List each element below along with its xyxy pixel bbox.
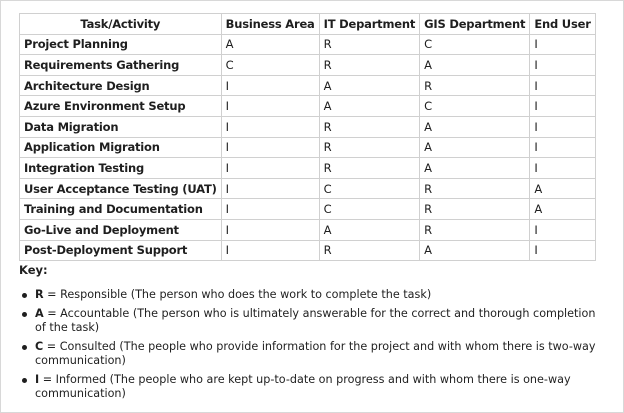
gis-department-cell: R (420, 178, 530, 199)
raci-table (19, 13, 596, 261)
business-area-cell: I (221, 96, 319, 117)
it-department-cell: R (319, 137, 420, 158)
gis-department-cell: C (420, 96, 530, 117)
it-department-cell: R (319, 55, 420, 76)
table-row (20, 34, 596, 55)
it-department-cell: R (319, 34, 420, 55)
business-area-cell: I (221, 240, 319, 261)
bullet-icon (22, 345, 27, 350)
business-area-cell: I (221, 219, 319, 240)
business-area-cell: I (221, 199, 319, 220)
key-letter: C (35, 339, 44, 353)
gis-department-cell: A (420, 116, 530, 137)
key-list (19, 288, 609, 406)
key-letter: R (35, 288, 44, 301)
header-business-area: Business Area (221, 14, 319, 35)
end-user-cell: I (530, 158, 595, 179)
gis-department-cell: A (420, 240, 530, 261)
table-row (20, 137, 596, 158)
key-description: = Informed (The people who are kept up-to-date on progress and with whom there is one-way communication) (35, 372, 571, 400)
business-area-cell: C (221, 55, 319, 76)
task-cell: Go-Live and Deployment (20, 219, 222, 240)
table-row (20, 219, 596, 240)
end-user-cell: A (530, 178, 595, 199)
gis-department-cell: A (420, 55, 530, 76)
end-user-cell: I (530, 219, 595, 240)
header-it-department: IT Department (319, 14, 420, 35)
end-user-cell: I (530, 55, 595, 76)
gis-department-cell: C (420, 34, 530, 55)
gis-department-cell: R (420, 219, 530, 240)
task-cell: Architecture Design (20, 75, 222, 96)
key-description: = Consulted (The people who provide information for the project and with whom there is two-way communication) (35, 339, 596, 367)
task-cell: Integration Testing (20, 158, 222, 179)
table-row (20, 75, 596, 96)
end-user-cell: I (530, 34, 595, 55)
header-task: Task/Activity (20, 14, 222, 35)
gis-department-cell: R (420, 199, 530, 220)
list-item (19, 307, 609, 336)
list-item (19, 340, 609, 369)
business-area-cell: I (221, 178, 319, 199)
task-cell: Azure Environment Setup (20, 96, 222, 117)
key-description: = Accountable (The person who is ultimately answerable for the correct and thorough completion of the task) (35, 306, 596, 334)
header-gis-department: GIS Department (420, 14, 530, 35)
table-row (20, 116, 596, 137)
bullet-icon (22, 312, 27, 317)
business-area-cell: I (221, 137, 319, 158)
gis-department-cell: R (420, 75, 530, 96)
end-user-cell: A (530, 199, 595, 220)
business-area-cell: I (221, 158, 319, 179)
business-area-cell: A (221, 34, 319, 55)
gis-department-cell: A (420, 158, 530, 179)
end-user-cell: I (530, 96, 595, 117)
list-item (19, 373, 609, 402)
task-cell: User Acceptance Testing (UAT) (20, 178, 222, 199)
key-letter: I (35, 372, 40, 386)
key-description: = Responsible (The person who does the work to complete the task) (43, 288, 432, 301)
task-cell: Project Planning (20, 34, 222, 55)
end-user-cell: I (530, 116, 595, 137)
gis-department-cell: A (420, 137, 530, 158)
task-cell: Post-Deployment Support (20, 240, 222, 261)
end-user-cell: I (530, 137, 595, 158)
table-row (20, 240, 596, 261)
task-cell: Application Migration (20, 137, 222, 158)
bullet-icon (22, 293, 27, 298)
task-cell: Requirements Gathering (20, 55, 222, 76)
table-row (20, 178, 596, 199)
it-department-cell: A (319, 219, 420, 240)
it-department-cell: C (319, 178, 420, 199)
task-cell: Training and Documentation (20, 199, 222, 220)
header-end-user: End User (530, 14, 595, 35)
table-row (20, 158, 596, 179)
key-title: Key: (19, 263, 48, 277)
table-header-row (20, 14, 596, 35)
end-user-cell: I (530, 240, 595, 261)
task-cell: Data Migration (20, 116, 222, 137)
key-letter: A (35, 306, 44, 320)
it-department-cell: C (319, 199, 420, 220)
business-area-cell: I (221, 116, 319, 137)
it-department-cell: A (319, 96, 420, 117)
it-department-cell: R (319, 158, 420, 179)
list-item (19, 288, 609, 303)
bullet-icon (22, 378, 27, 383)
table-row (20, 199, 596, 220)
table-row (20, 55, 596, 76)
table-row (20, 96, 596, 117)
it-department-cell: R (319, 240, 420, 261)
it-department-cell: R (319, 116, 420, 137)
end-user-cell: I (530, 75, 595, 96)
business-area-cell: I (221, 75, 319, 96)
it-department-cell: A (319, 75, 420, 96)
